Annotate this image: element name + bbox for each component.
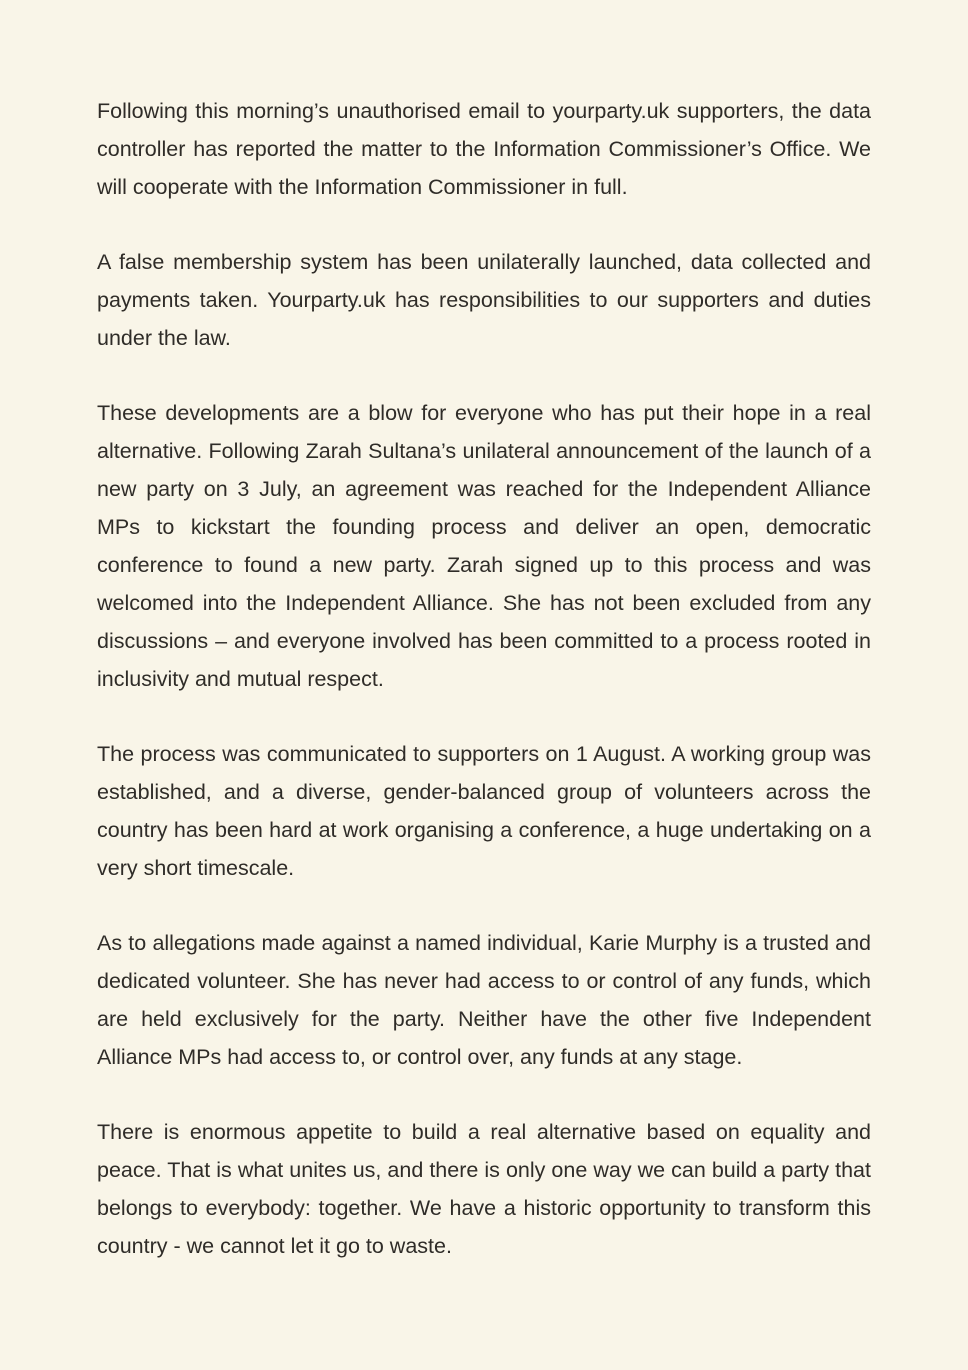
paragraph-ico-report: Following this morning’s unauthorised email to yourparty.uk supporters, the data controller has reported the matter to the Information Commissioner’s Office. We will cooperate with the Information Commissioner in full. — [97, 99, 871, 199]
paragraph-allegations: As to allegations made against a named individual, Karie Murphy is a trusted and dedicated volunteer. She has never had access to or control of any funds, which are held exclusively for the party. Neither have the other five Independent Alliance MPs had access to, or control over, any funds at any stage. — [97, 931, 871, 1069]
paragraph-false-membership: A false membership system has been unilaterally launched, data collected and payments taken. Yourparty.uk has responsibilities to our supporters and duties under the law. — [97, 250, 871, 350]
paragraph-appetite: There is enormous appetite to build a real alternative based on equality and peace. That is what unites us, and there is only one way we can build a party that belongs to everybody: together. We have a historic opportunity to transform this country - we cannot let it go to waste. — [97, 1120, 871, 1258]
paragraph-process: The process was communicated to supporters on 1 August. A working group was established, and a diverse, gender-balanced group of volunteers across the country has been hard at work organising a conference, a huge undertaking on a very short timescale. — [97, 742, 871, 880]
statement-body — [97, 92, 871, 1265]
paragraph-developments: These developments are a blow for everyone who has put their hope in a real alternative. Following Zarah Sultana’s unilateral announcement of the launch of a new party on 3 July, an agreement was reached for the Independent Alliance MPs to kickstart the founding process and deliver an open, democratic conference to found a new party. Zarah signed up to this process and was welcomed into the Independent Alliance. She has not been excluded from any discussions – and everyone involved has been committed to a process rooted in inclusivity and mutual respect. — [97, 401, 871, 691]
